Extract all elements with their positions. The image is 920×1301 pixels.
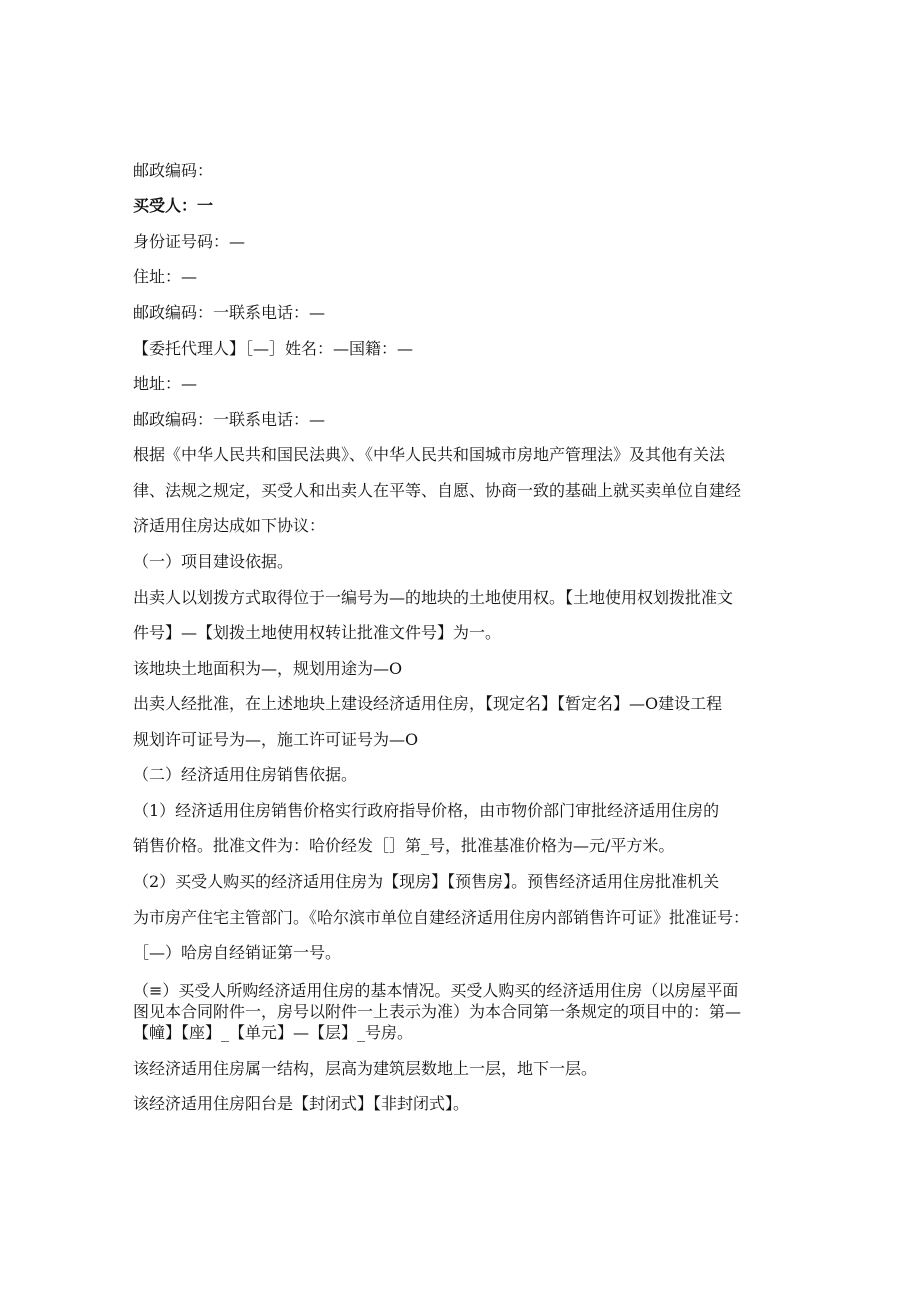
paragraph-line: 【幢】【座】_【单元】—【层】_号房。: [133, 1023, 414, 1042]
paragraph-line: （2）买受人购买的经济适用住房为【现房】【预售房】。预售经济适用住房批准机关: [133, 872, 720, 891]
section-heading: （≡）买受人所购经济适用住房的基本情况。买受人购买的经济适用住房（以房屋平面: [133, 981, 739, 1000]
text-line: 邮政编码：一联系电话：—: [133, 410, 326, 429]
text-line: 邮政编码：一联系电话：—: [133, 303, 326, 322]
paragraph-line: 该经济适用住房属一结构，层高为建筑层数地上一层，地下一层。: [133, 1059, 598, 1078]
section-heading: （一）项目建设依据。: [133, 552, 294, 571]
text-line: 住址：—: [133, 267, 198, 286]
paragraph-line: 出卖人以划拨方式取得位于一编号为—的地块的土地使用权。【土地使用权划拨批准文: [133, 588, 734, 607]
paragraph-line: 根据《中华人民共和国民法典》、《中华人民共和国城市房地产管理法》及其他有关法: [133, 445, 726, 464]
paragraph-line: 该经济适用住房阳台是【封闭式】【非封闭式】。: [133, 1094, 470, 1113]
paragraph-line: 件号】—【划拨土地使用权转让批准文件号】为一。: [133, 623, 502, 642]
text-line: 【委托代理人】［—］姓名：—国籍：—: [133, 339, 414, 358]
text-line: 邮政编码：: [133, 161, 214, 180]
paragraph-line: 图见本合同附件一，房号以附件一上表示为准）为本合同第一条规定的项目中的：第—: [133, 1002, 742, 1021]
paragraph-line: （1）经济适用住房销售价格实行政府指导价格，由市物价部门审批经济适用住房的: [133, 801, 720, 820]
text-line: 地址：—: [133, 374, 198, 393]
section-heading: （二）经济适用住房销售依据。: [133, 765, 358, 784]
paragraph-line: 该地块土地面积为—，规划用途为—O: [133, 659, 403, 678]
paragraph-line: 规划许可证号为—，施工许可证号为—O: [133, 730, 419, 749]
paragraph-line: 为市房产住宅主管部门。《哈尔滨市单位自建经济适用住房内部销售许可证》批准证号：: [133, 908, 750, 927]
paragraph-line: 律、法规之规定，买受人和出卖人在平等、自愿、协商一致的基础上就买卖单位自建经: [133, 481, 742, 500]
paragraph-line: ［—）哈房自经销证第一号。: [133, 943, 342, 962]
paragraph-line: 出卖人经批准，在上述地块上建设经济适用住房，【现定名】【暂定名】—O建设工程: [133, 694, 723, 713]
buyer-heading: 买受人：一: [133, 196, 214, 215]
paragraph-line: 销售价格。批准文件为：哈价经发［］第_号，批准基准价格为—元/平方米。: [133, 836, 675, 855]
paragraph-line: 济适用住房达成如下协议：: [133, 516, 326, 535]
text-line: 身份证号码：—: [133, 232, 246, 251]
